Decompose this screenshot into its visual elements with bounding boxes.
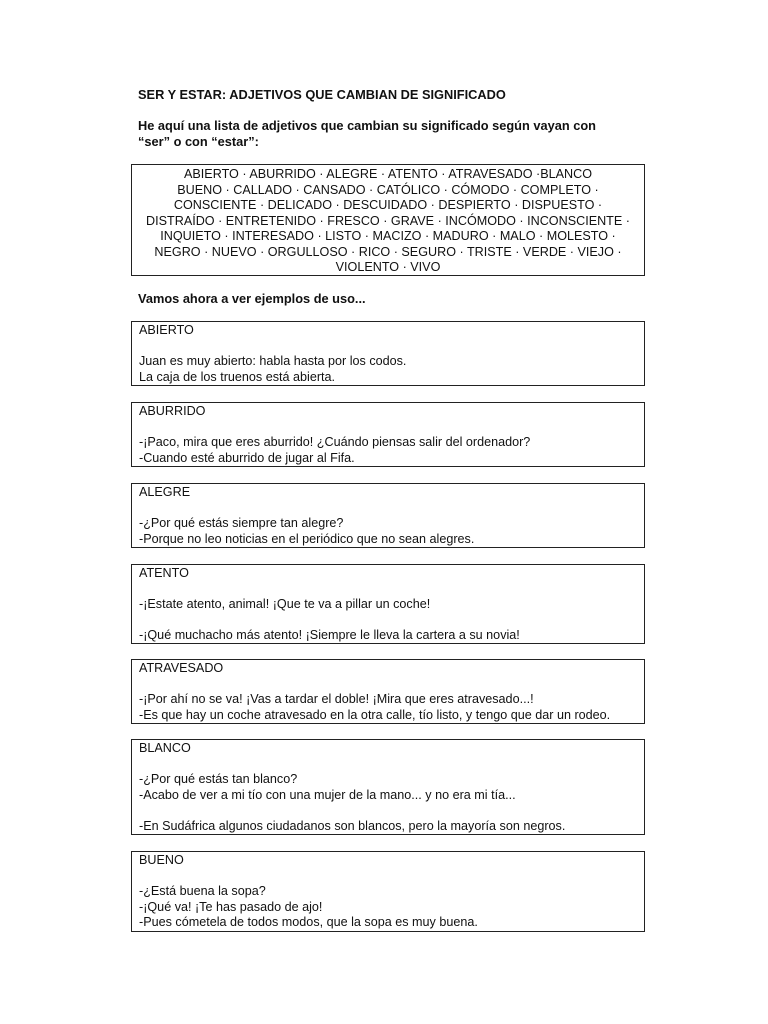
example-line: -Pues cómetela de todos modos, que la sopa es muy buena.: [139, 915, 478, 929]
spacer: [139, 582, 637, 598]
adjective-list-box: [131, 164, 645, 276]
example-heading: BUENO: [139, 853, 184, 867]
example-line: -¿Por qué estás tan blanco?: [139, 772, 298, 786]
example-heading: ATRAVESADO: [139, 661, 224, 675]
example-line: -¡Qué va! ¡Te has pasado de ajo!: [139, 899, 323, 914]
example-heading: ATENTO: [139, 566, 189, 580]
spacer: [139, 757, 637, 773]
adjective-list-line: NEGRO · NUEVO · ORGULLOSO · RICO · SEGURO · TRISTE · VERDE · VIEJO ·: [154, 244, 622, 259]
example-heading: ALEGRE: [139, 485, 191, 499]
example-line: -¡Estate atento, animal! ¡Que te va a pillar un coche!: [139, 597, 431, 611]
example-heading: BLANCO: [139, 741, 191, 755]
adjective-list-line: BUENO · CALLADO · CANSADO · CATÓLICO · CÓMODO · COMPLETO ·: [177, 182, 599, 197]
example-box-alegre: [131, 483, 645, 548]
example-box-atento: [131, 564, 645, 644]
example-heading: ABIERTO: [139, 323, 194, 337]
example-box-bueno: [131, 851, 645, 932]
example-line: -Cuando esté aburrido de jugar al Fifa.: [139, 450, 355, 465]
example-line: -¡Qué muchacho más atento! ¡Siempre le lleva la cartera a su novia!: [139, 628, 520, 642]
adjective-list-line: ABIERTO · ABURRIDO · ALEGRE · ATENTO · ATRAVESADO ·BLANCO: [184, 167, 592, 181]
spacer: [139, 869, 637, 885]
example-line: -¿Por qué estás siempre tan alegre?: [139, 516, 344, 530]
adjective-list-line: VIOLENTO · VIVO: [335, 260, 441, 274]
intro-line: He aquí una lista de adjetivos que cambian su significado según vayan con: [138, 118, 596, 133]
adjective-list-line: CONSCIENTE · DELICADO · DESCUIDADO · DESPIERTO · DISPUESTO ·: [173, 198, 603, 212]
document-title: SER Y ESTAR: ADJETIVOS QUE CAMBIAN DE SIGNIFICADO: [138, 87, 506, 102]
spacer: [139, 420, 637, 436]
example-line: La caja de los truenos está abierta.: [139, 369, 336, 384]
example-line: -¿Está buena la sopa?: [139, 884, 266, 898]
examples-subheading: Vamos ahora a ver ejemplos de uso...: [138, 291, 366, 306]
example-box-aburrido: [131, 402, 645, 467]
example-line: -En Sudáfrica algunos ciudadanos son blancos, pero la mayoría son negros.: [139, 818, 566, 833]
example-box-blanco: [131, 739, 645, 835]
example-box-abierto: [131, 321, 645, 386]
spacer: [139, 501, 637, 517]
intro-line: “ser” o con “estar”:: [138, 134, 259, 149]
example-line: Juan es muy abierto: habla hasta por los codos.: [139, 354, 407, 368]
adjective-list-line: INQUIETO · INTERESADO · LISTO · MACIZO · MADURO · MALO · MOLESTO ·: [160, 229, 616, 243]
spacer: [139, 803, 637, 819]
spacer: [139, 677, 637, 693]
example-line: -¡Paco, mira que eres aburrido! ¿Cuándo piensas salir del ordenador?: [139, 435, 531, 449]
adjective-list-line: DISTRAÍDO · ENTRETENIDO · FRESCO · GRAVE · INCÓMODO · INCONSCIENTE ·: [146, 213, 630, 228]
example-line: -¡Por ahí no se va! ¡Vas a tardar el doble! ¡Mira que eres atravesado...!: [139, 692, 534, 706]
intro-paragraph: [138, 118, 638, 150]
spacer: [139, 339, 637, 355]
example-line: -Porque no leo noticias en el periódico que no sean alegres.: [139, 531, 475, 546]
example-line: -Acabo de ver a mi tío con una mujer de la mano... y no era mi tía...: [139, 787, 516, 802]
example-heading: ABURRIDO: [139, 404, 206, 418]
example-line: -Es que hay un coche atravesado en la otra calle, tío listo, y tengo que dar un rodeo.: [139, 707, 611, 722]
spacer: [139, 613, 637, 629]
example-box-atravesado: [131, 659, 645, 724]
